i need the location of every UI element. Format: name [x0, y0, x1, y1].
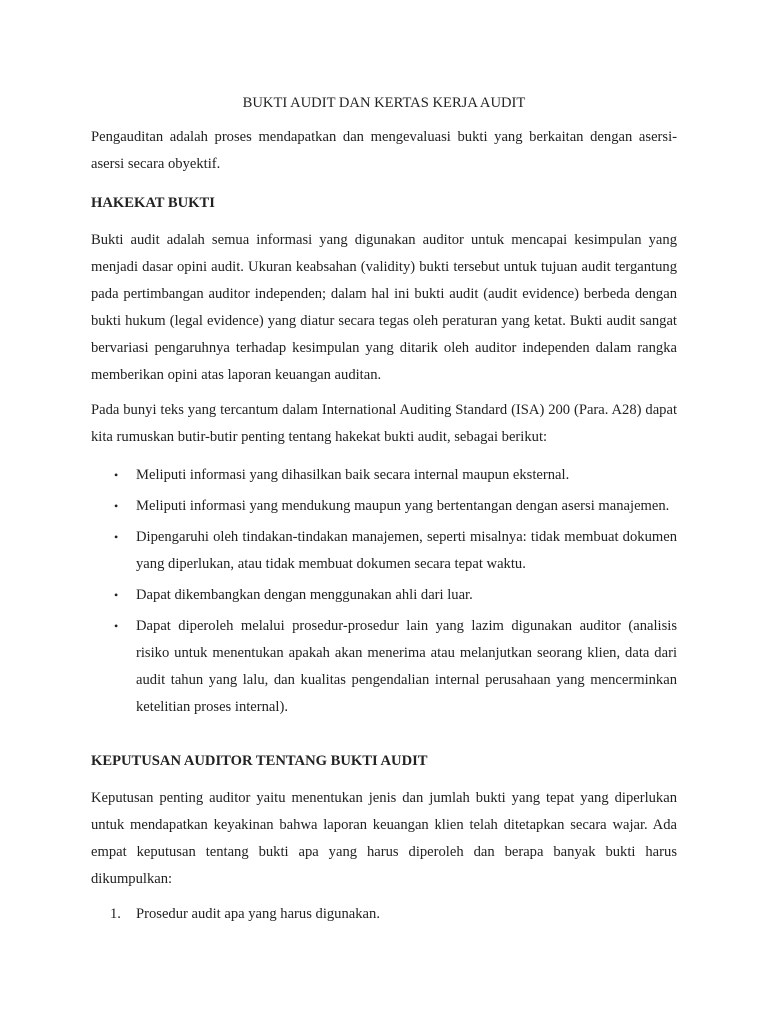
list-number: 1.: [110, 906, 121, 922]
section-heading-hakekat-bukti: HAKEKAT BUKTI: [91, 195, 215, 211]
bullet-icon: •: [114, 588, 119, 602]
bullet-text: Dipengaruhi oleh tindakan-tindakan manajemen, seperti misalnya: tidak membuat dokumen yang diperlukan, atau tidak membuat dokumen secara tepat waktu.: [136, 529, 677, 572]
hakekat-paragraph-2: Pada bunyi teks yang tercantum dalam International Auditing Standard (ISA) 200 (Para. A28) dapat kita rumuskan butir-butir penting tentang hakekat bukti audit, sebagai berikut:: [91, 402, 677, 445]
bullet-icon: •: [114, 530, 119, 544]
section-heading-keputusan-auditor: KEPUTUSAN AUDITOR TENTANG BUKTI AUDIT: [91, 753, 428, 769]
hakekat-paragraph-1: Bukti audit adalah semua informasi yang digunakan auditor untuk mencapai kesimpulan yang menjadi dasar opini audit. Ukuran keabsahan (validity) bukti tersebut untuk tujuan audit tergantung pada pertimbangan auditor independen; dalam hal ini bukti audit (audit evidence) berbeda dengan bukti hukum (legal evidence) yang diatur secara tegas oleh peraturan yang ketat. Bukti audit sangat bervariasi pengaruhnya terhadap kesimpulan yang ditarik oleh auditor independen dalam rangka memberikan opini atas laporan keuangan auditan.: [91, 232, 677, 383]
bullet-text: Dapat diperoleh melalui prosedur-prosedur lain yang lazim digunakan auditor (analisis risiko untuk menentukan apakah akan menerima atau melanjutkan seorang klien, data dari audit tahun yang lalu, dan kualitas pengendalian internal perusahaan yang mencerminkan ketelitian proses internal).: [136, 618, 677, 715]
bullet-icon: •: [114, 619, 119, 633]
bullet-text: Meliputi informasi yang mendukung maupun yang bertentangan dengan asersi manajemen.: [136, 498, 670, 514]
keputusan-numbered-list: [91, 901, 677, 928]
intro-paragraph: Pengauditan adalah proses mendapatkan dan mengevaluasi bukti yang berkaitan dengan asersi-asersi secara obyektif.: [91, 129, 677, 172]
document-title: BUKTI AUDIT DAN KERTAS KERJA AUDIT: [242, 95, 526, 111]
numbered-text: Prosedur audit apa yang harus digunakan.: [136, 906, 380, 922]
bullet-text: Dapat dikembangkan dengan menggunakan ahli dari luar.: [136, 587, 473, 603]
list-item: [91, 582, 677, 609]
keputusan-paragraph-1: Keputusan penting auditor yaitu menentukan jenis dan jumlah bukti yang tepat yang diperlukan untuk mendapatkan keyakinan bahwa laporan keuangan klien telah ditetapkan secara wajar. Ada empat keputusan tentang bukti apa yang harus diperoleh dan berapa banyak bukti harus dikumpulkan:: [91, 790, 677, 887]
bullet-icon: •: [114, 468, 119, 482]
list-item: [91, 901, 677, 928]
list-item: [91, 462, 677, 489]
bullet-icon: •: [114, 499, 119, 513]
list-item: [91, 613, 677, 721]
bullet-text: Meliputi informasi yang dihasilkan baik secara internal maupun eksternal.: [136, 467, 570, 483]
hakekat-bullet-list: [91, 462, 677, 721]
list-item: [91, 493, 677, 520]
list-item: [91, 524, 677, 578]
